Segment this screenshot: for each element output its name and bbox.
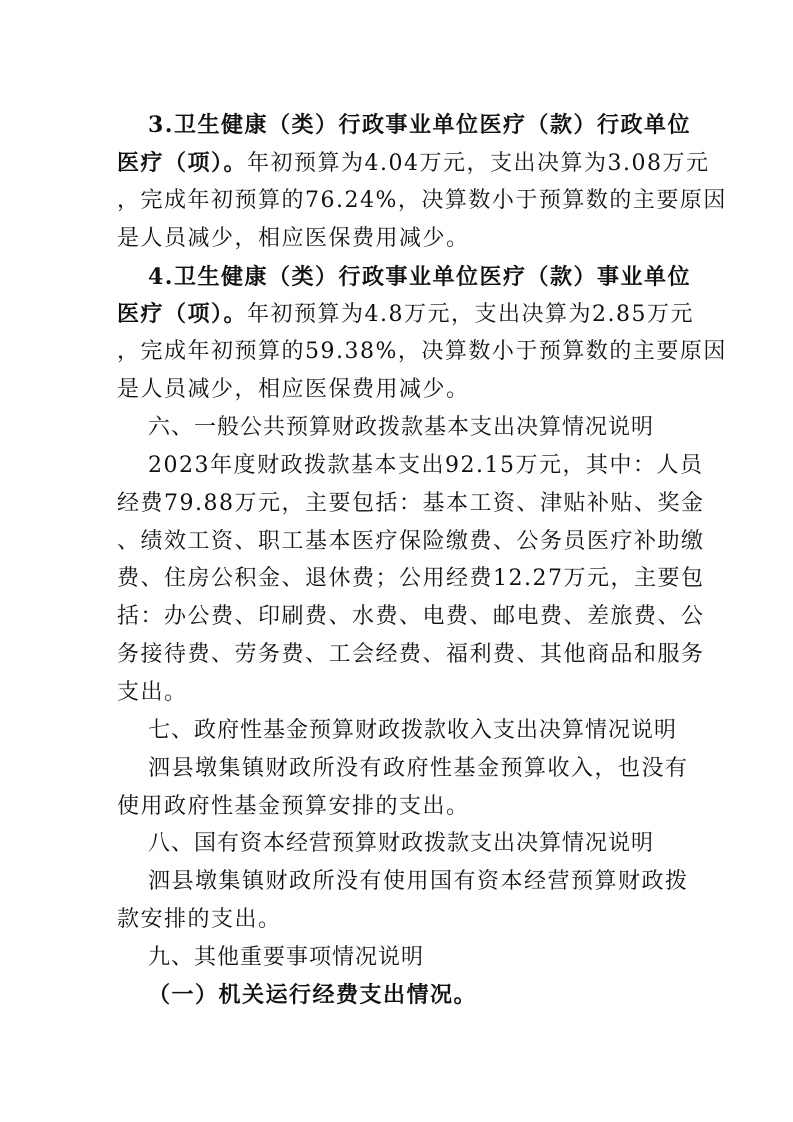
section-4-line-3: ，完成年初预算的59.38%，决算数小于预算数的主要原因 bbox=[117, 339, 727, 364]
section-3-line-2 bbox=[117, 149, 710, 178]
heading-6-line-7: 支出。 bbox=[117, 680, 188, 705]
section-4-title: 4.卫生健康（类）行政事业单位医疗（款）事业单位 bbox=[148, 264, 691, 290]
section-3-line-4: 是人员减少，相应医保费用减少。 bbox=[117, 226, 470, 251]
section-4-title-line-1 bbox=[148, 263, 691, 292]
section-4-text: 年初预算为4.8万元，支出决算为2.85万元 bbox=[247, 302, 694, 327]
heading-7-line-2: 使用政府性基金预算安排的支出。 bbox=[117, 794, 470, 819]
section-3-title-end: 医疗（项）。 bbox=[117, 150, 248, 176]
heading-6-line-6: 务接待费、劳务费、工会经费、福利费、其他商品和服务 bbox=[117, 642, 705, 667]
section-4-title-end: 医疗（项）。 bbox=[117, 301, 248, 327]
heading-7: 七、政府性基金预算财政拨款收入支出决算情况说明 bbox=[148, 718, 678, 743]
heading-6-line-4: 费、住房公积金、退休费；公用经费12.27万元，主要包 bbox=[117, 566, 705, 591]
section-3-title: 3.卫生健康（类）行政事业单位医疗（款）行政单位 bbox=[148, 112, 691, 138]
heading-9: 九、其他重要事项情况说明 bbox=[148, 945, 425, 970]
section-4-line-4: 是人员减少，相应医保费用减少。 bbox=[117, 377, 470, 402]
heading-8: 八、国有资本经营预算财政拨款支出决算情况说明 bbox=[148, 831, 655, 856]
heading-6: 六、一般公共预算财政拨款基本支出决算情况说明 bbox=[148, 415, 655, 440]
heading-6-line-1: 2023年度财政拨款基本支出92.15万元，其中：人员 bbox=[148, 453, 704, 478]
section-3-line-3: ，完成年初预算的76.24%，决算数小于预算数的主要原因 bbox=[117, 188, 727, 213]
heading-8-line-1: 泗县墩集镇财政所没有使用国有资本经营预算财政拨 bbox=[148, 869, 689, 894]
heading-6-line-2: 经费79.88万元，主要包括：基本工资、津贴补贴、奖金 bbox=[117, 491, 705, 516]
heading-7-line-1: 泗县墩集镇财政所没有政府性基金预算收入，也没有 bbox=[148, 756, 689, 781]
heading-6-line-5: 括：办公费、印刷费、水费、电费、邮电费、差旅费、公 bbox=[117, 604, 705, 629]
section-3-text: 年初预算为4.04万元，支出决算为3.08万元 bbox=[247, 151, 710, 176]
section-4-line-2 bbox=[117, 300, 694, 329]
heading-6-line-3: 、绩效工资、职工基本医疗保险缴费、公务员医疗补助缴 bbox=[117, 529, 705, 554]
section-3-title-line-1 bbox=[148, 111, 691, 140]
heading-8-line-2: 款安排的支出。 bbox=[117, 907, 282, 932]
subheading-1: （一）机关运行经费支出情况。 bbox=[148, 983, 478, 1008]
